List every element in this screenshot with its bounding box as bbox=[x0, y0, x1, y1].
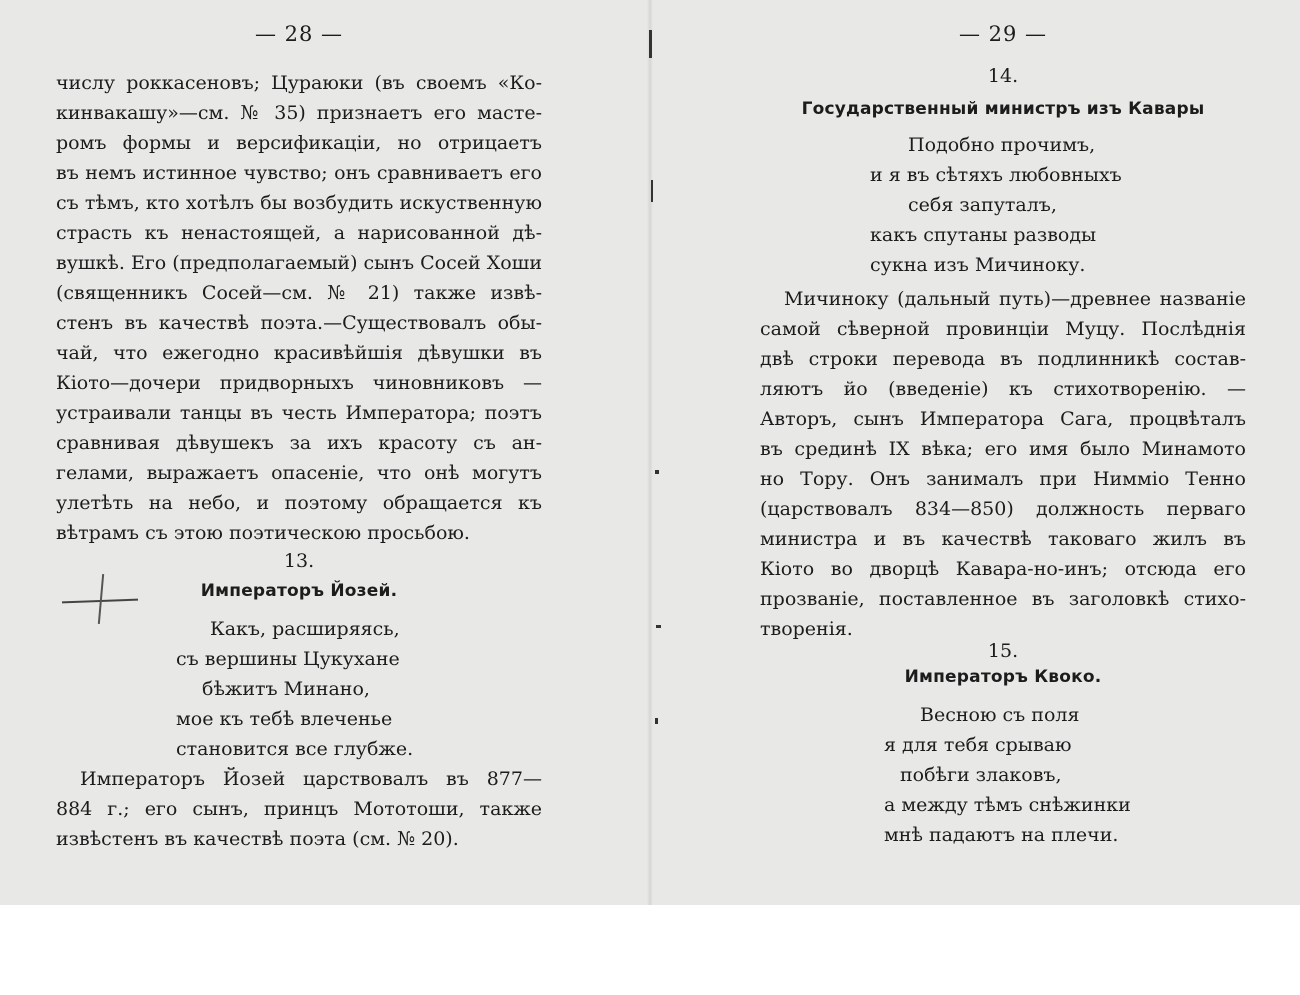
poem-title: Императоръ Йозей. bbox=[200, 581, 398, 601]
text-line: числу роккасеновъ; Цураюки (въ своемъ «Ко- bbox=[56, 72, 542, 94]
verse-line: мнѣ падаютъ на плечи. bbox=[884, 824, 1119, 846]
text-line: въ срединѣ IX вѣка; его имя было Минамото bbox=[760, 438, 1246, 460]
text-line: двѣ строки перевода въ подлинникѣ состав- bbox=[760, 348, 1246, 370]
text-line: ляютъ йо (введеніе) къ стихотворенію. — bbox=[760, 378, 1246, 400]
book-gutter bbox=[647, 0, 653, 905]
gutter-mark bbox=[655, 470, 659, 474]
poem-verse bbox=[56, 614, 542, 764]
verse-line: становится все глубже. bbox=[176, 738, 414, 760]
poem-title: Государственный министръ изъ Кавары bbox=[801, 99, 1205, 119]
text-line: Кіото—дочери придворныхъ чиновниковъ — bbox=[56, 372, 542, 394]
text-line: министра и въ качествѣ таковаго жилъ въ bbox=[760, 528, 1246, 550]
verse-line: я для тебя срываю bbox=[884, 734, 1072, 756]
text-line: устраивали танцы въ честь Императора; поэтъ bbox=[56, 402, 542, 424]
text-line: сравнивая дѣвушекъ за ихъ красоту съ ан- bbox=[56, 432, 542, 454]
text-line: самой сѣверной провинціи Муцу. Послѣднія bbox=[760, 318, 1246, 340]
text-line: Кіото во дворцѣ Кавара-но-инъ; отсюда его bbox=[760, 558, 1246, 580]
verse-line: мое къ тебѣ влеченье bbox=[176, 708, 393, 730]
text-line: (царствовалъ 834—850) должность перваго bbox=[760, 498, 1246, 520]
text-line: въ немъ истинное чувство; онъ сравниваетъ его bbox=[56, 162, 542, 184]
poem-number: 14. bbox=[987, 65, 1019, 87]
verse-line: съ вершины Цукухане bbox=[176, 648, 400, 670]
verse-line: бѣжитъ Минано, bbox=[202, 678, 370, 700]
text-line: (священникъ Сосей—см. № 21) также извѣ- bbox=[56, 282, 542, 304]
text-line: извѣстенъ въ качествѣ поэта (см. № 20). bbox=[56, 828, 459, 850]
poem-number: 15. bbox=[987, 640, 1019, 662]
left-page bbox=[56, 0, 542, 905]
gutter-mark bbox=[649, 30, 652, 58]
verse-line: и я въ сѣтяхъ любовныхъ bbox=[870, 164, 1122, 186]
text-line: творенія. bbox=[760, 618, 853, 640]
text-line: прозваніе, поставленное въ заголовкѣ стихо- bbox=[760, 588, 1246, 610]
text-line: страсть къ ненастоящей, а нарисованной дѣ- bbox=[56, 222, 542, 244]
verse-line: Весною съ поля bbox=[920, 704, 1080, 726]
verse-line: сукна изъ Мичиноку. bbox=[870, 254, 1086, 276]
verse-line: Подобно прочимъ, bbox=[908, 134, 1096, 156]
continuation-text bbox=[56, 68, 542, 548]
commentary bbox=[56, 764, 542, 854]
text-line: Мичиноку (дальный путь)—древнее названіе bbox=[784, 288, 1246, 310]
text-line: Авторъ, сынъ Императора Сага, процвѣталъ bbox=[760, 408, 1246, 430]
text-line: Императоръ Йозей царствовалъ въ 877— bbox=[80, 768, 542, 790]
text-line: улетѣть на небо, и поэтому обращается къ bbox=[56, 492, 542, 514]
text-line: 884 г.; его сынъ, принцъ Мототоши, также bbox=[56, 798, 542, 820]
gutter-mark bbox=[655, 718, 658, 724]
gutter-mark bbox=[656, 625, 661, 628]
verse-line: себя запуталъ, bbox=[908, 194, 1057, 216]
verse-line: а между тѣмъ снѣжинки bbox=[884, 794, 1131, 816]
text-line: кинвакашу»—см. № 35) признаетъ его масте- bbox=[56, 102, 542, 124]
poem-verse bbox=[760, 700, 1246, 850]
poem-verse bbox=[760, 130, 1246, 280]
text-line: вѣтрамъ съ этою поэтическою просьбою. bbox=[56, 522, 470, 544]
text-line: вушкѣ. Его (предполагаемый) сынъ Сосей Хоши bbox=[56, 252, 542, 274]
gutter-mark bbox=[651, 180, 653, 202]
poem-title: Императоръ Квоко. bbox=[904, 667, 1102, 687]
text-line: съ тѣмъ, кто хотѣлъ бы возбудить искуственную bbox=[56, 192, 542, 214]
text-line: ромъ формы и версификаціи, но отрицаетъ bbox=[56, 132, 542, 154]
poem-number: 13. bbox=[283, 550, 315, 572]
commentary bbox=[760, 284, 1246, 644]
text-line: но Тору. Онъ занималъ при Нимміо Тенно bbox=[760, 468, 1246, 490]
page-number: — 28 — bbox=[254, 22, 344, 46]
right-page bbox=[760, 0, 1246, 905]
verse-line: побѣги злаковъ, bbox=[900, 764, 1062, 786]
text-line: чай, что ежегодно красивѣйшія дѣвушки въ bbox=[56, 342, 542, 364]
page-number: — 29 — bbox=[958, 22, 1048, 46]
text-line: гелами, выражаетъ опасеніе, что онѣ могутъ bbox=[56, 462, 542, 484]
verse-line: какъ спутаны разводы bbox=[870, 224, 1097, 246]
text-line: стенъ въ качествѣ поэта.—Существовалъ обы- bbox=[56, 312, 542, 334]
verse-line: Какъ, расширяясь, bbox=[210, 618, 400, 640]
